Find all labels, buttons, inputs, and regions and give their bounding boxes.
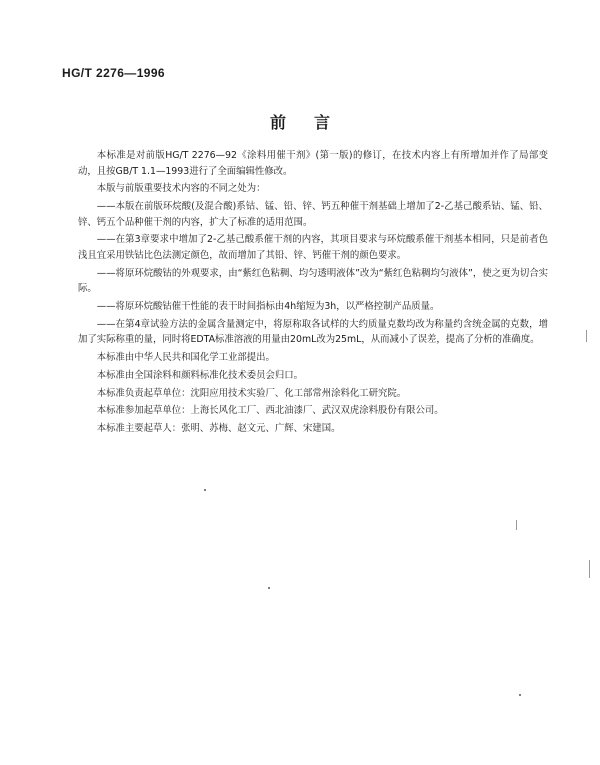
page-title: 前言 [269,113,358,132]
scan-edge-mark [516,520,517,530]
paragraph-drafting-participants: 本标准参加起草单位：上海长风化工厂、西北油漆厂、武汉双虎涂料股份有限公司。 [96,405,444,417]
paragraph-difference-appearance: ——将原环烷酸钴的外观要求，由“紫红色粘稠、均匀透明液体”改为“紫红色粘稠均匀液体”，使之更为切合实际。 [78,267,548,295]
paragraph-revision-statement: 本标准是对前版HG/T 2276—92《涂料用催干剂》(第一版)的修订，在技术内容上有所增加并作了局部变动，且按GB/T 1.1—1993进行了全面编辑性修改。 [78,150,548,177]
scan-edge-mark [589,560,590,578]
standard-code: HG/T 2276—1996 [62,66,165,80]
scan-speck [519,694,521,696]
paragraph-differences-intro: 本版与前版重要技术内容的不同之处为： [96,183,266,195]
scan-edge-mark [586,330,587,342]
paragraph-difference-scope: ——本版在前版环烷酸(及混合酸)系钴、锰、铅、锌、钙五种催干剂基础上增加了2-乙基己酸系钴、锰、铅、锌、钙五个品种催干剂的内容，扩大了标准的适用范围。 [78,201,548,228]
paragraph-drafters: 本标准主要起草人：张明、苏梅、赵文元、广辉、宋建国。 [96,423,341,435]
scan-speck [268,587,270,589]
paragraph-difference-requirements: ——在第3章要求中增加了2-乙基己酸系催干剂的内容，其项目要求与环烷酸系催干剂基本相同，只是前者色浅且宜采用铁钴比色法测定颜色，故而增加了其铅、锌、钙催干剂的颜色要求。 [78,234,548,261]
paragraph-difference-drying-time: ——将原环烷酸钴催干性能的表干时间指标由4h缩短为3h，以严格控制产品质量。 [96,300,440,312]
foreword-body [78,148,548,439]
paragraph-difference-test-method: ——在第4章试验方法的金属含量测定中，将原称取各试样的大约质量克数均改为称量约含统金属的克数，增加了实际称重的量，同时将EDTA标准溶液的用量由20mL改为25mL，从而减小了误差，提高了分析的准确度。 [78,318,548,346]
paragraph-proposer: 本标准由中华人民共和国化学工业部提出。 [96,352,275,364]
scan-speck [204,489,206,491]
paragraph-responsible-committee: 本标准由全国涂料和颜料标准化技术委员会归口。 [96,369,304,381]
paragraph-drafting-lead: 本标准负责起草单位：沈阳应用技术实验厂、化工部常州涂料化工研究院。 [96,387,407,399]
